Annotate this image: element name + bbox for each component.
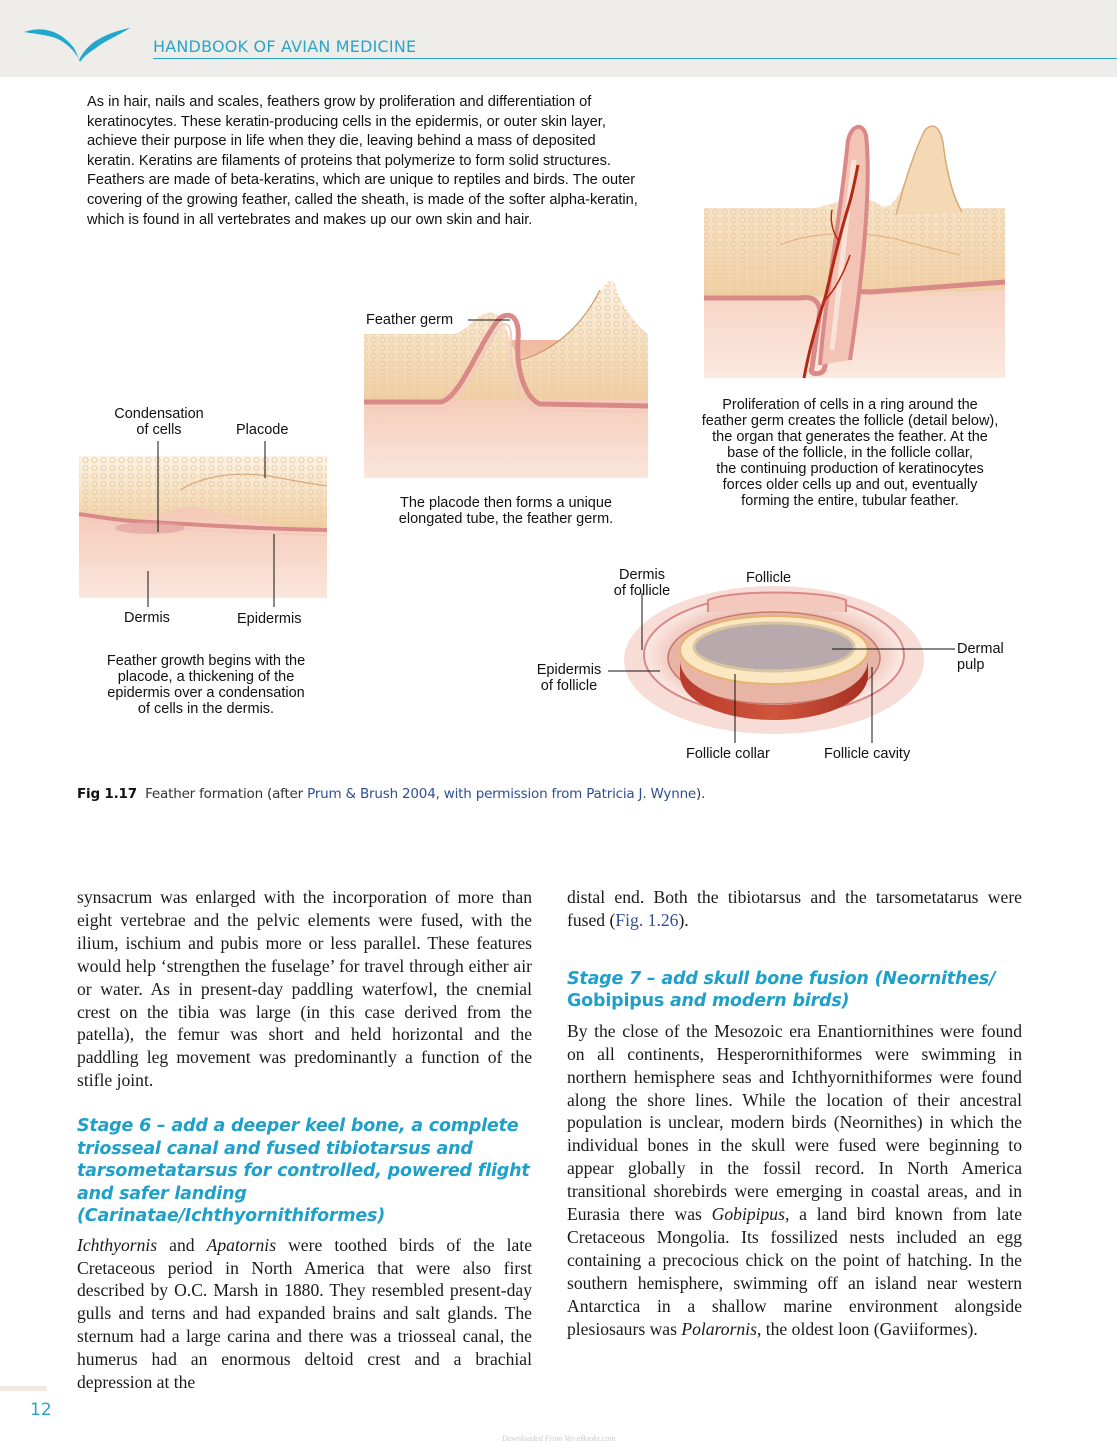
section-heading-stage-6: Stage 6 – add a deeper keel bone, a complete triosseal canal and fused tibiotarsus and tarsometatarsus for controlled, powered flight and safer landing (Carinatae/Ichthyornithiformes): [77, 1116, 530, 1227]
body-paragraph: [567, 1020, 1022, 1341]
panel-follicle-section: [608, 586, 955, 743]
label-follicle-cavity: Follicle cavity: [824, 746, 911, 762]
caption-feather-germ: [366, 495, 646, 527]
panel-feather-germ: [364, 280, 648, 478]
caption-line: feather germ creates the follicle (detail below),: [701, 413, 999, 429]
label-dermal-pulp: [957, 641, 1004, 673]
caption-line: the organ that generates the feather. At the: [712, 429, 988, 445]
text-run: distal end. Both the tibiotarsus and the tarsometatarus were fused (: [567, 887, 1022, 930]
taxon-name: Gobipipus: [711, 1204, 785, 1225]
figure-intro-text: As in hair, nails and scales, feathers grow by proliferation and differentiation of keratinocytes. These keratin-producing cells in the epidermis, or outer skin layer, achieve their purpose in life when they die, leaving behind a mass of deposited keratin. Keratins are filaments of proteins that polymerize to form solid structures. Feathers are made of beta-keratins, which are unique to reptiles and birds. The outer covering of the growing feather, called the sheath, is made of the softer alpha-keratin, which is found in all vertebrates and makes up our own skin and hair.: [87, 94, 638, 228]
figure-caption-reference-link[interactable]: Prum & Brush 2004, with permission from Patricia J. Wynne: [307, 786, 697, 802]
left-column: [77, 886, 532, 1394]
body-paragraph: [77, 1234, 532, 1394]
label-feather-germ: Feather germ: [366, 312, 454, 328]
label-line: Dermis: [619, 567, 665, 583]
figure-number: Fig 1.17: [77, 786, 137, 802]
label-line: Epidermis: [536, 662, 602, 678]
label-dermis: Dermis: [124, 610, 170, 626]
running-head: HANDBOOK OF AVIAN MEDICINE: [153, 37, 417, 56]
panel-follicle-growth: [704, 126, 1005, 378]
text-run: and: [157, 1234, 207, 1255]
caption-line: of cells in the dermis.: [137, 701, 275, 717]
label-follicle-collar: Follicle collar: [686, 746, 770, 762]
heading-taxon: Gobipipus: [567, 991, 665, 1012]
label-line: of cells: [136, 422, 182, 438]
caption-follicle: [670, 397, 1030, 509]
label-epidermis: Epidermis: [237, 611, 302, 627]
page-number-tab: [0, 1386, 47, 1391]
label-condensation-of-cells: [94, 406, 224, 438]
taxon-name: Ichthyornis: [77, 1234, 158, 1255]
figure-reference-link[interactable]: Fig. 1.26: [615, 909, 679, 930]
text-run: , the oldest loon (Gaviiformes).: [756, 1318, 978, 1339]
caption-line: forces older cells up and out, eventually: [722, 477, 978, 493]
body-paragraph: [567, 886, 1022, 932]
caption-line: The placode then forms a unique: [400, 495, 612, 511]
text-run: ).: [678, 909, 689, 930]
text-run: By the close of the Mesozoic era Enantiornithines were found on all continents, Hesperornithiformes were swimming in northern hemisphere seas and Ichthyornithiforme: [567, 1020, 1022, 1087]
body-paragraph: synsacrum was enlarged with the incorporation of more than eight vertebrae and the pelvic elements were fused, with the ilium, ischium and pubis more or less parallel. These features would help ‘strengthen the fuselage’ for travel through either air or water. As in present-day paddling waterfowl, the cnemial crest on the tibia was large (in this case derived from the patella), the femur was short and held horizontal and the paddling leg movement was predominantly a function of the stifle joint.: [77, 887, 532, 1091]
label-line: of follicle: [540, 678, 598, 694]
caption-line: Proliferation of cells in a ring around the: [722, 397, 978, 413]
page-number: 12: [30, 1400, 52, 1420]
label-placode: Placode: [236, 422, 289, 438]
caption-line: forming the entire, tubular feather.: [741, 493, 959, 509]
caption-line: the continuing production of keratinocytes: [716, 461, 984, 477]
heading-run: and modern birds): [664, 991, 850, 1012]
figure-caption: [77, 786, 705, 802]
caption-line: placode, a thickening of the: [117, 669, 295, 685]
text-italic: s: [925, 1066, 933, 1087]
label-line: Dermal: [957, 641, 1004, 657]
caption-line: epidermis over a condensation: [107, 685, 305, 701]
caption-line: Feather growth begins with the: [106, 653, 306, 669]
heading-run: Stage 7 – add skull bone fusion (Neornithes/: [567, 968, 996, 989]
figure-caption-end: ).: [696, 786, 706, 802]
section-heading-stage-7: [567, 968, 1022, 1013]
caption-line: elongated tube, the feather germ.: [398, 511, 614, 527]
label-epidermis-of-follicle: [528, 662, 610, 694]
text-run: were toothed birds of the late Cretaceous period in North America that were also first described by O.C. Marsh in 1880. They resembled present-day gulls and terns and had expanded brains and salt glands. The sternum had a large carina and there was a triosseal canal, the humerus had an enormous deltoid crest and a brachial depression at the: [77, 1234, 533, 1393]
panel-placode: [79, 441, 327, 607]
label-line: Condensation: [114, 406, 204, 422]
text-run: , a land bird known from late Cretaceous Mongolia. Its fossilized nests included an egg containing a precocious chick on the point of hatching. In the southern hemisphere, swimming off an island near western Antarctica in a shallow marine environment alongside plesiosaurs was: [567, 1204, 1022, 1339]
caption-placode: [76, 653, 336, 717]
label-line: pulp: [957, 657, 985, 673]
label-follicle: Follicle: [746, 570, 792, 586]
taxon-name: Apatornis: [206, 1234, 277, 1255]
text-run: were found along the shore lines. While the location of their ancestral population is unclear, modern birds (Neornithes) in which the individual bones in the skull were fused were beginning to appear globally in the fossil record. In North America transitional shorebirds were emerging in coastal areas, and in Eurasia there was: [567, 1066, 1022, 1225]
right-column: [567, 886, 1022, 1341]
download-watermark: Downloaded From Vet-eBooks.com: [501, 1434, 616, 1443]
figure-caption-text: Feather formation (after: [145, 786, 308, 802]
label-line: of follicle: [613, 583, 671, 599]
taxon-name: Polarornis: [681, 1318, 757, 1339]
caption-line: base of the follicle, in the follicle collar,: [727, 445, 973, 461]
label-dermis-of-follicle: [600, 567, 684, 599]
